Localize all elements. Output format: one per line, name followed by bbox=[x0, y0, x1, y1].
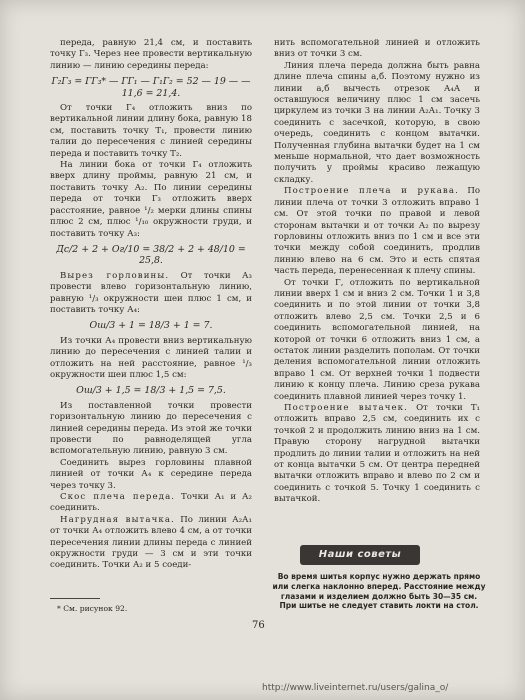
formula: Дс/2 + 2 + Ог/10 = 38/2 + 2 + 48/10 = 25,8. bbox=[56, 243, 246, 267]
right-column bbox=[274, 38, 480, 506]
formula: Ош/3 + 1 = 18/3 + 1 = 7. bbox=[89, 320, 213, 332]
paragraph: Из точки А₄ провести вниз вертикальную линию до пересечения с линией талии и отложить на ней расстояние, равное ¹/₃ окружности шеи плюс 1,5 см: bbox=[50, 335, 252, 380]
paragraph bbox=[274, 186, 480, 277]
watermark-url: http://www.liveinternet.ru/users/galina_o/ bbox=[262, 683, 449, 693]
section-heading: Вырез горловины. bbox=[60, 270, 170, 281]
paragraph: Из поставленной точки провести горизонтальную линию до пересечения с линией середины переда. Из этой же точки провести по равноделящей угла вспомогательную линию, равную 3 см. bbox=[50, 400, 252, 457]
section-heading: Нагрудная вытачка. bbox=[60, 514, 175, 525]
footnote: * См. рисунок 92. bbox=[57, 604, 128, 613]
section-heading: Скос плеча переда. bbox=[60, 492, 176, 503]
paragraph: нить вспомогательной линией и отложить вниз от точки 3 см. bbox=[274, 38, 480, 60]
paragraph bbox=[50, 515, 252, 572]
paragraph-text: По линии плеча от точки 3 отложить вправо 1 см. От этой точки по правой и левой сторонам вытачки и от точки А₂ по вырезу горловины отложить вниз по 1 см и все эти точки между собой соединить, продлив линию влево на 6 см. Это и есть спятая часть переда, перенесенная к плечу спины. bbox=[274, 186, 480, 277]
page-number: 76 bbox=[252, 620, 265, 631]
paragraph: Соединить вырез горловины плавной линией от точки А₄ к середине переда через точку 3. bbox=[50, 457, 252, 491]
footnote-divider bbox=[50, 598, 100, 599]
formula: Ош/3 + 1,5 = 18/3 + 1,5 = 7,5. bbox=[76, 385, 226, 397]
paragraph bbox=[50, 271, 252, 317]
tips-text: Во время шитья корпус нужно держать прямо или слегка наклонно вперед. Расстояние между глазами и изделием должно быть 30—35 см. При шитье не следует ставить локти на стол. bbox=[272, 572, 486, 611]
section-heading: Построение вытачек. bbox=[284, 403, 408, 413]
paragraph-text: От точки Т₁ отложить вправо 2,5 см, соединить их с точкой 2 и продолжить линию вниз на 1 см. Правую сторону нагрудной вытачки продлить до линии талии и отложить на ней от конца вытачки 5 см. От центра передней вытачки отложить вправо и влево по 2 см и соединить с точкой 5. Точку 1 соединить с вытачкой. bbox=[274, 403, 480, 505]
paragraph: На линии бока от точки Г₄ отложить вверх длину проймы, равную 21 см, и поставить точку А₂. По линии середины переда от точки Г₃ отложить вверх расстояние, равное ¹/₂ мерки длины спины плюс 2 см, плюс ¹/₁₀ окружности груди, и поставить точку А₃: bbox=[50, 160, 252, 239]
paragraph-text: От точки А₃ провести влево горизонтальную линию, равную ¹/₃ окружности шеи плюс 1 см, и поставить точку А₄: bbox=[50, 270, 252, 315]
paragraph: От точки Г₄ отложить вниз по вертикальной линии длину бока, равную 18 см, поставить точку Т₁, провести линию талии до пересечения с линией середины переда и поставить точку Т₂. bbox=[50, 103, 252, 159]
paragraph-text: Точки А₁ и А₂ соединить. bbox=[50, 492, 253, 514]
paragraph: передa, равную 21,4 см, и поставить точку Г₃. Через нее провести вертикальную линию — линию середины переда: bbox=[50, 38, 252, 71]
paragraph: Линия плеча переда должна быть равна длине плеча спины а,б. Поэтому нужно из линии а,б вычесть отрезок А₄А и оставшуюся величину плюс 1 см засечь циркулем из точки 3 на линии А₂А₁. Точку 3 соединить с засечкой, которую, в свою очередь, соединить с концом вытачки. Полученная глубина вытачки будет на 1 см меньше нормальной, что дает возможность получить у проймы красиво лежащую складку. bbox=[274, 60, 480, 185]
paragraph: От точки Г, отложить по вертикальной линии вверх 1 см и вниз 2 см. Точки 1 и 3,8 соединить и по этой линии от точки 3,8 отложить влево 2,5 см. Точки 2,5 и 6 соединить вспомогательной линией, на которой от точки 6 отложить вниз 1 см, а остаток линии разделить пополам. От точки деления вспомогательной линии отложить вправо 1 см. От верхней точки 1 подвести линию к концу плеча. Линию среза рукава соединить плавной линией через точку 1. bbox=[274, 277, 480, 402]
paragraph-text: По линии А₂А₁ от точки А₄ отложить влево 4 см, а от точки пересечения линии длины переда с линией окружности груди — 3 см и эти точки соединить. Точки А₂ и 5 соеди- bbox=[50, 514, 252, 571]
paragraph bbox=[274, 403, 480, 506]
tips-banner: Наши советы bbox=[300, 545, 420, 565]
section-heading: Построение плеча и рукава. bbox=[284, 186, 459, 197]
paragraph bbox=[50, 492, 252, 515]
left-column bbox=[50, 38, 252, 572]
formula: Г₂Г₃ = ГГ₃* — ГГ₁ — Г₁Г₂ = 52 — 19 — — 11,6 = 21,4. bbox=[51, 76, 251, 99]
